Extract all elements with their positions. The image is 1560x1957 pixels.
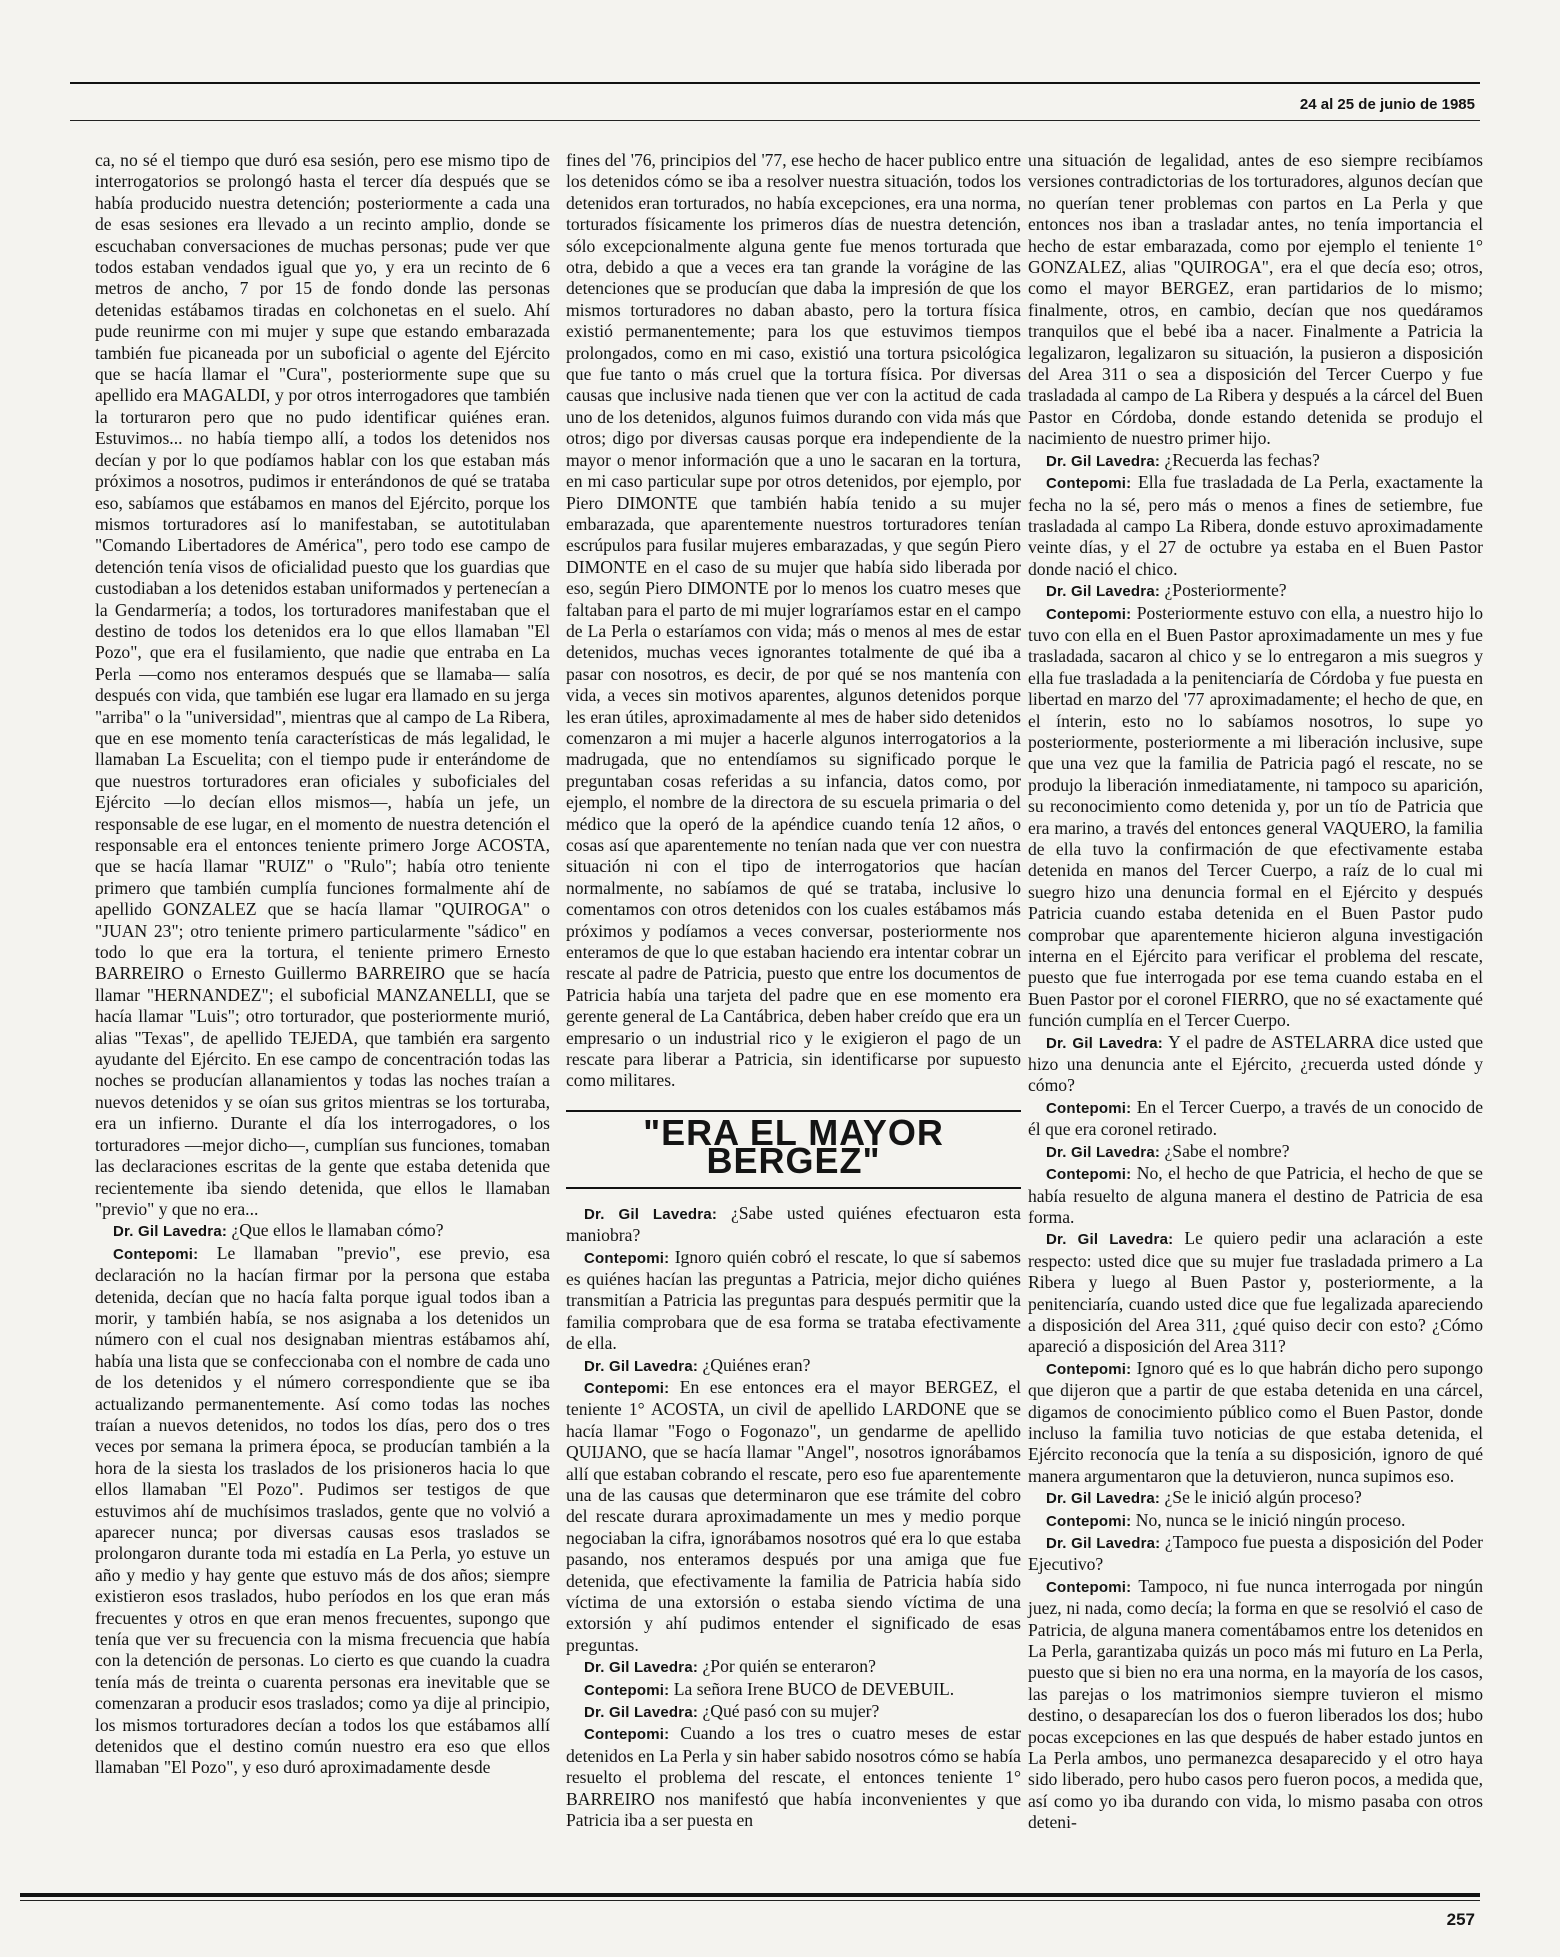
question-text: ¿Tampoco fue puesta a disposición del Poder Ejecutivo? <box>1028 1532 1483 1575</box>
question-text: ¿Por quién se enteraron? <box>702 1656 876 1677</box>
page-number: 257 <box>1446 1910 1475 1929</box>
speaker-label: Dr. Gil Lavedra: <box>1046 1034 1163 1052</box>
question <box>566 1656 1021 1678</box>
speaker-label: Contepomi: <box>1046 1360 1132 1378</box>
answer <box>1028 1510 1483 1532</box>
answer <box>95 1243 550 1779</box>
speaker-label: Dr. Gil Lavedra: <box>1046 1490 1161 1508</box>
answer-text: Ignoro qué es lo que habrán dicho pero supongo que dijeron que a partir de que estaba detenida en una cárcel, digamos de conocimiento público como el Buen Pastor, donde incluso la familia tuvo noticias de que estaba detenida, el Ejército reconocía que la tenía a su disposición, ignoro de qué manera argumentaron que la detuvieron, nunca supimos eso. <box>1028 1357 1483 1486</box>
answer-text: No, el hecho de que Patricia, el hecho de que se había resuelto de alguna manera el destino de Patricia de esa forma. <box>1028 1163 1483 1227</box>
bottom-rule <box>20 1893 1480 1897</box>
answer <box>1028 1097 1483 1141</box>
question-text: ¿Se le inició algún proceso? <box>1164 1487 1362 1508</box>
issue-date: 24 al 25 de junio de 1985 <box>1299 96 1475 113</box>
question <box>1028 1532 1483 1576</box>
question-text: ¿Sabe usted quiénes efectuaron esta maniobra? <box>566 1202 1021 1246</box>
answer <box>1028 472 1483 580</box>
speaker-label: Dr. Gil Lavedra: <box>584 1659 699 1677</box>
speaker-label: Contepomi: <box>1046 1166 1132 1184</box>
question-text: Le quiero pedir una aclaración a este respecto: usted dice que su mujer fue trasladada primero a La Ribera y luego al Buen Pastor y, posteriormente, a la penitenciaría, cuando usted dice que fue legalizada apareciendo a disposición del Area 311, ¿qué quiso decir con esto? ¿Cómo apareció a disposición del Area 311? <box>1028 1228 1483 1357</box>
column-1 <box>95 150 550 1779</box>
answer-text: Cuando a los tres o cuatro meses de estar detenidos en La Perla y sin haber sabido nosotros cómo se había resuelto el problema del rescate, el entonces teniente 1° BARREIRO nos manifestó que había inconvenientes y que Patricia iba a ser puesta en <box>566 1723 1022 1831</box>
question <box>1028 1228 1483 1357</box>
speaker-label: Dr. Gil Lavedra: <box>1046 1143 1161 1161</box>
answer-text: En el Tercer Cuerpo, a través de un conocido de él que era coronel retirado. <box>1028 1096 1483 1140</box>
speaker-label: Dr. Gil Lavedra: <box>584 1704 699 1722</box>
bottom-rule-thin <box>20 1900 1480 1901</box>
answer-text: En ese entonces era el mayor BERGEZ, el teniente 1° ACOSTA, un civil de apellido LARDONE que se hacía llamar "Fogo o Fogonazo", un gendarme de apellido QUIJANO, que se hacía llamar "Angel", nosotros ignorábamos allí que estaban cobrando el rescate, pero eso fue aparentemente una de las causas que determinaron que ese trámite del cobro del rescate durara aproximadamente un mes y medio porque negociaban la cifra, ignorábamos nosotros qué era lo que estaba pasando, nos enteramos después por una amiga que fue detenida, que efectivamente la familia de Patricia había sido víctima de una extorsión o estaba siendo víctima de una extorsión y ahí pudimos entender el significado de esas preguntas. <box>566 1376 1021 1655</box>
question <box>566 1701 1021 1723</box>
paragraph: ca, no sé el tiempo que duró esa sesión, pero ese mismo tipo de interrogatorios se prolongó hasta el tercer día después que se había producido nuestra detención; posteriormente a cada una de esas sesiones era llevado a un recinto amplio, donde se escuchaban conversaciones de muchas personas; pude ver que todos estaban vendados igual que yo, y era un recinto de 6 metros de ancho, 7 por 15 de fondo donde las personas detenidas estábamos tiradas en colchonetas en el suelo. Ahí pude reunirme con mi mujer y supe que estando embarazada también fue picaneada por un suboficial o agente del Ejército que se hacía llamar el "Cura", posteriormente supe que su apellido era MAGALDI, y por otros interrogadores que también la torturaron pero que no pudo identificar quiénes eran. Estuvimos... no había tiempo allí, a todos los detenidos nos decían y por lo que podíamos hablar con los que estaban más próximos a nosotros, pudimos ir enterándonos de qué se trataba eso, sabíamos que estábamos en manos del Ejército, porque los mismos torturadores así lo manifestaban, se autotitulaban "Comando Libertadores de América", pero todo ese campo de detención tenía visos de oficialidad puesto que los guardias que custodiaban a los detenidos estaban uniformados y pertenecían a la Gendarmería; a todos, los torturadores manifestaban que el destino de todos los detenidos era lo que ellos llamaban "El Pozo", que era el fusilamiento, que nadie que entraba en La Perla —como nos enteramos después que se llamaba— salía después con vida, que también ese lugar era llamado en su jerga "arriba" o la "universidad", mientras que al campo de La Ribera, que en ese momento tenía características de más legalidad, le llamaban La Escuelita; con el tiempo pude ir enterándome de que nuestros torturadores eran oficiales y suboficiales del Ejército —lo decían ellos mismos—, había un jefe, un responsable de ese lugar, en el momento de nuestra detención el responsable era el entonces teniente primero Jorge ACOSTA, que se hacía llamar "RUIZ" o "Rulo"; había otro teniente primero que también cumplía funciones formalmente ahí de apellido GONZALEZ que se hacía llamar "QUIROGA" o "JUAN 23"; otro teniente primero particularmente "sádico" en todo lo que era la tortura, el teniente primero Ernesto BARREIRO o Ernesto Guillermo BARREIRO que se hacía llamar "HERNANDEZ"; el suboficial MANZANELLI, que se hacía llamar "Luis"; otro torturador, que posteriormente murió, alias "Texas", de apellido TEJEDA, que también era sargento ayudante del Ejército. En ese campo de concentración todas las noches se producían allanamientos y todas las noches traían a nuevos detenidos y se oían sus gritos mientras se los torturaba, era un infierno. Durante el día los interrogadores, o los torturadores —mejor dicho—, cumplían sus funciones, tomaban las declaraciones escritas de la gente que estaba detenida que recientemente iba siendo detenida, que ellos le llamaban "previo" y que no era... <box>95 150 550 1219</box>
speaker-label: Dr. Gil Lavedra: <box>1046 1231 1174 1249</box>
question-text: ¿Sabe el nombre? <box>1164 1140 1290 1161</box>
question-text: ¿Recuerda las fechas? <box>1164 449 1320 470</box>
answer <box>1028 603 1483 1032</box>
question <box>566 1203 1021 1247</box>
speaker-label: Contepomi: <box>1046 1578 1132 1596</box>
answer-text: No, nunca se le inició ningún proceso. <box>1135 1509 1406 1530</box>
speaker-label: Dr. Gil Lavedra: <box>1046 1535 1161 1552</box>
speaker-label: Contepomi: <box>1046 605 1132 623</box>
speaker-label: Dr. Gil Lavedra: <box>1046 583 1161 601</box>
question-text: Y el padre de ASTELARRA dice usted que hizo una denuncia ante el Ejército, ¿recuerda usted dónde y cómo? <box>1028 1031 1484 1096</box>
question-text: ¿Qué pasó con su mujer? <box>702 1701 880 1722</box>
question <box>566 1355 1021 1377</box>
question <box>95 1220 550 1242</box>
top-rule <box>70 82 1480 84</box>
answer <box>1028 1576 1483 1834</box>
answer <box>566 1679 1021 1701</box>
speaker-label: Dr. Gil Lavedra: <box>113 1223 228 1241</box>
speaker-label: Contepomi: <box>1046 1512 1132 1530</box>
question-text: ¿Posteriormente? <box>1164 580 1287 601</box>
paragraph: fines del '76, principios del '77, ese hecho de hacer publico entre los detenidos cómo se iba a resolver nuestra situación, todos los detenidos eran torturados, no había excepciones, era una norma, torturados físicamente los primeros días de nuestra detención, sólo excepcionalmente alguna gente fue menos torturada que otra, debido a que a veces era tan grande la vorágine de las detenciones que se producían que daba la impresión de que los mismos torturadores no daban abasto, pero la tortura física existió permanentemente; para los que estuvimos tiempos prolongados, como en mi caso, existió una tortura psicológica que fue tanto o más cruel que la tortura física. Por diversas causas que inclusive nada tienen que ver con la actitud de cada uno de los detenidos, algunos fuimos durando con vida más que otros; digo por diversas causas porque era independiente de la mayor o menor información que a uno le sacaran en la tortura, en mi caso particular supe por otros detenidos, por ejemplo, por Piero DIMONTE que también había tenido a su mujer embarazada, que aparentemente nuestros torturadores tenían escrúpulos para fusilar mujeres embarazadas, y que según Piero DIMONTE en el caso de su mujer que había sido liberada por eso, según Piero DIMONTE por lo menos los cuatro meses que faltaban para el parto de mi mujer lograríamos estar en el campo de La Perla o estaríamos con vida; más o menos al mes de estar detenidos, muchas veces ignorantes totalmente de qué iba a pasar con nosotros, es decir, de por qué se nos mantenía con vida, a veces sin motivos aparentes, algunos detenidos porque les eran útiles, aproximadamente al mes de haber sido detenidos comenzaron a mi mujer a hacerle algunos interrogatorios a la madrugada, que no entendíamos su significado porque le preguntaban cosas referidas a su infancia, datos como, por ejemplo, el nombre de la directora de su escuela primaria o del médico que la operó de la apéndice cuando tenía 12 años, o cosas así que aparentemente no tenían nada que ver con nuestra situación ni con el tipo de interrogatorios que hacían normalmente, no sabíamos de qué se trataba, inclusive lo comentamos con otros detenidos con los cuales estábamos más próximos y podíamos a veces conversar, posteriormente nos enteramos de que lo que estaban haciendo era intentar cobrar un rescate al padre de Patricia, puesto que entre los documentos de Patricia había una tarjeta del padre que en ese momento era gerente general de La Cantábrica, deben haber creído que era un empresario o un industrial rico y le exigieron el pago de un rescate para liberar a Patricia, sin identificarse por supuesto como militares. <box>566 150 1021 1091</box>
speaker-label: Contepomi: <box>584 1681 670 1699</box>
speaker-label: Dr. Gil Lavedra: <box>1046 452 1161 470</box>
column-2 <box>566 150 1021 1831</box>
question <box>1028 580 1483 602</box>
question-text: ¿Que ellos le llamaban cómo? <box>231 1220 444 1241</box>
header-rule <box>70 120 1480 121</box>
answer-text: La señora Irene BUCO de DEVEBUIL. <box>673 1678 955 1699</box>
paragraph: una situación de legalidad, antes de eso siempre recibíamos versiones contradictorias de los torturadores, algunos decían que no querían tener problemas con partos en La Perla y que entonces nos iban a trasladar antes, no tenía importancia el hecho de estar embarazada, como por ejemplo el teniente 1° GONZALEZ, alias "QUIROGA", era el que decía eso; otros, como el mayor BERGEZ, eran partidarios de lo mismo; finalmente, otros, en cambio, decían que nos quedáramos tranquilos que el bebé iba a nacer. Finalmente a Patricia la legalizaron, legalizaron su situación, la pusieron a disposición del Area 311 o sea a disposición del Tercer Cuerpo y fue trasladada al campo de La Ribera y después a la cárcel del Buen Pastor en Córdoba, donde estando detenida se produjo el nacimiento de nuestro primer hijo. <box>1028 150 1483 449</box>
speaker-label: Contepomi: <box>584 1249 670 1267</box>
question <box>1028 1487 1483 1509</box>
question-text: ¿Quiénes eran? <box>702 1354 811 1375</box>
answer <box>566 1247 1021 1355</box>
answer <box>1028 1163 1483 1228</box>
speaker-label: Dr. Gil Lavedra: <box>584 1357 699 1375</box>
speaker-label: Contepomi: <box>1046 1099 1132 1117</box>
question <box>1028 450 1483 472</box>
answer-text: Posteriormente estuvo con ella, a nuestro hijo lo tuvo con ella en el Buen Pastor aproximadamente un mes y fue trasladada, sacaron al chico y se lo entregaron a mis suegros y ella fue trasladada a la penitenciaría de Córdoba y fue puesta en libertad en marzo del '77 aproximadamente; el hecho de que, en el ínterin, esto no lo sabíamos nosotros, lo supe yo posteriormente, posteriormente a mi liberación inclusive, supe que una vez que la familia de Patricia pagó el rescate, no se produjo la liberación inmediatamente, ni tampoco su aparición, su reconocimiento como detenida y, por un tío de Patricia que era marino, a través del entonces general VAQUERO, la familia de ella tuvo la confirmación de que efectivamente estaba detenida en manos del Tercer Cuerpo, a raíz de lo cual mi suegro hizo una denuncia formal en el Ejército y después Patricia cuando estaba detenida en el Buen Pastor pudo comprobar que aparentemente hicieron alguna investigación interna en el Ejército para verificar el problema del rescate, puesto que fue interrogada por ese tema cuando estaba en el Buen Pastor por el coronel FIERRO, que no sé exactamente qué función cumplía en el Tercer Cuerpo. <box>1028 602 1483 1031</box>
speaker-label: Contepomi: <box>584 1379 670 1397</box>
answer-text: Ignoro quién cobró el rescate, lo que sí sabemos es quiénes hacían las preguntas a Patricia, mejor dicho quiénes transmitían a Patricia las preguntas para después permitir que la familia comprobara que de esa forma se trataba efectivamente de ella. <box>566 1246 1022 1354</box>
answer <box>566 1723 1021 1831</box>
question <box>1028 1141 1483 1163</box>
answer <box>566 1377 1021 1656</box>
section-headline-box <box>566 1110 1021 1189</box>
column-3 <box>1028 150 1483 1834</box>
speaker-label: Contepomi: <box>113 1245 199 1263</box>
question <box>1028 1032 1483 1097</box>
section-headline: "ERA EL MAYOR BERGEZ" <box>643 1111 944 1182</box>
answer-text: Le llamaban "previo", ese previo, esa declaración no la hacían firmar por la persona que estaba detenida, decían que no hacía falta porque igual todos iban a morir, y también había, se nos asignaba a los detenidos un número con el cual nos designaban mientras estábamos ahí, había una lista que se confeccionaba con el nombre de cada uno de los detenidos y el número correspondiente que se iba actualizando permanentemente. Así como todas las noches traían a nuevos detenidos, no todos los días, pero dos o tres veces por semana la primera época, se producían también a la hora de la siesta los traslados de los prisioneros hacia lo que ellos llamaban "El Pozo". Pudimos ser testigos de que estuvimos ahí de muchísimos traslados, gente que no volvió a aparecer nunca; por diversas causas esos traslados se prolongaron durante toda mi estadía en La Perla, yo estuve un año y medio y hay gente que estuvo más de dos años; siempre existieron esos traslados, hubo períodos en los que eran más frecuentes y otros en que eran menos frecuentes, supongo que tenía que ver su frecuencia con la misma frecuencia que había con la detención de personas. Lo cierto es que cuando la cuadra tenía más de treinta o cuarenta personas era inevitable que se comenzaran a producir esos traslados; como ya dije al principio, los mismos torturadores decían a todos los que estábamos allí detenidos que el destino común nuestro era eso que ellos llamaban "El Pozo", y eso duró aproximadamente desde <box>95 1242 551 1778</box>
speaker-label: Dr. Gil Lavedra: <box>584 1205 718 1223</box>
speaker-label: Contepomi: <box>584 1726 670 1744</box>
speaker-label: Contepomi: <box>1046 475 1132 493</box>
answer-text: Tampoco, ni fue nunca interrogada por ningún juez, ni nada, como decía; la forma en que se resolvió el caso de Patricia, de alguna manera comentábamos entre los detenidos en La Perla, garantizaba quizás un poco más mi futuro en La Perla, puesto que si bien no era una norma, en la mayoría de los casos, las parejas o los matrimonios siempre tuvieron el mismo destino, o desaparecían los dos o fueron liberados los dos; hubo pocas excepciones en las que después de haber estado juntos en La Perla ambos, uno permanezca desaparecido y el otro haya sido liberado, pero hubo casos pero fueron pocos, a medida que, así como yo iba durando con vida, lo mismo pasaba con otros deteni- <box>1028 1575 1484 1833</box>
answer <box>1028 1358 1483 1487</box>
answer-text: Ella fue trasladada de La Perla, exactamente la fecha no la sé, pero más o menos a fines de setiembre, fue trasladada al campo La Ribera, donde estuvo aproximadamente veinte días, y el 27 de octubre ya estaba en el Buen Pastor donde nació el chico. <box>1028 472 1483 579</box>
